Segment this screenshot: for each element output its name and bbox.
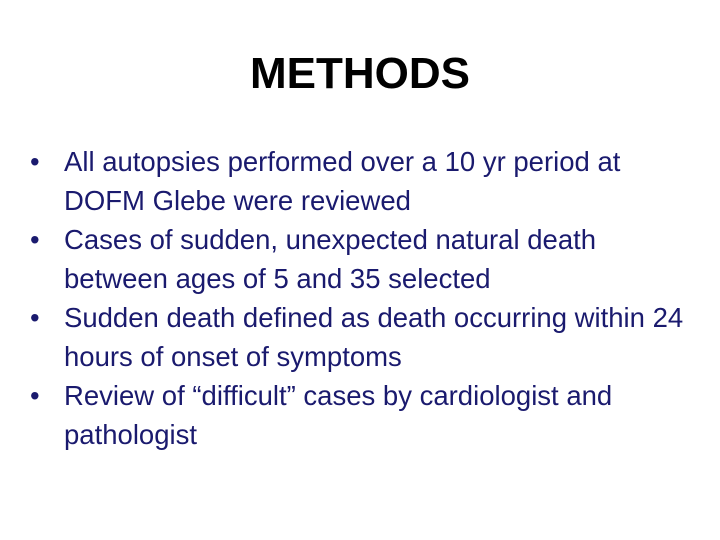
bullet-icon: •: [30, 224, 40, 255]
bullet-item-3: [30, 298, 700, 376]
bullet-text: All autopsies performed over a 10 yr period at DOFM Glebe were reviewed: [64, 146, 621, 216]
bullet-text: Cases of sudden, unexpected natural death between ages of 5 and 35 selected: [64, 224, 597, 294]
bullet-icon: •: [30, 380, 40, 411]
bullet-icon: •: [30, 146, 40, 177]
bullet-icon: •: [30, 302, 40, 333]
bullet-item-1: [30, 142, 700, 220]
bullet-list: [30, 142, 700, 454]
bullet-item-2: [30, 220, 700, 298]
bullet-text: Review of “difficult” cases by cardiologist and pathologist: [64, 380, 613, 450]
bullet-item-4: [30, 376, 700, 454]
slide-title: METHODS: [250, 49, 470, 98]
bullet-text: Sudden death defined as death occurring within 24 hours of onset of symptoms: [64, 302, 684, 372]
